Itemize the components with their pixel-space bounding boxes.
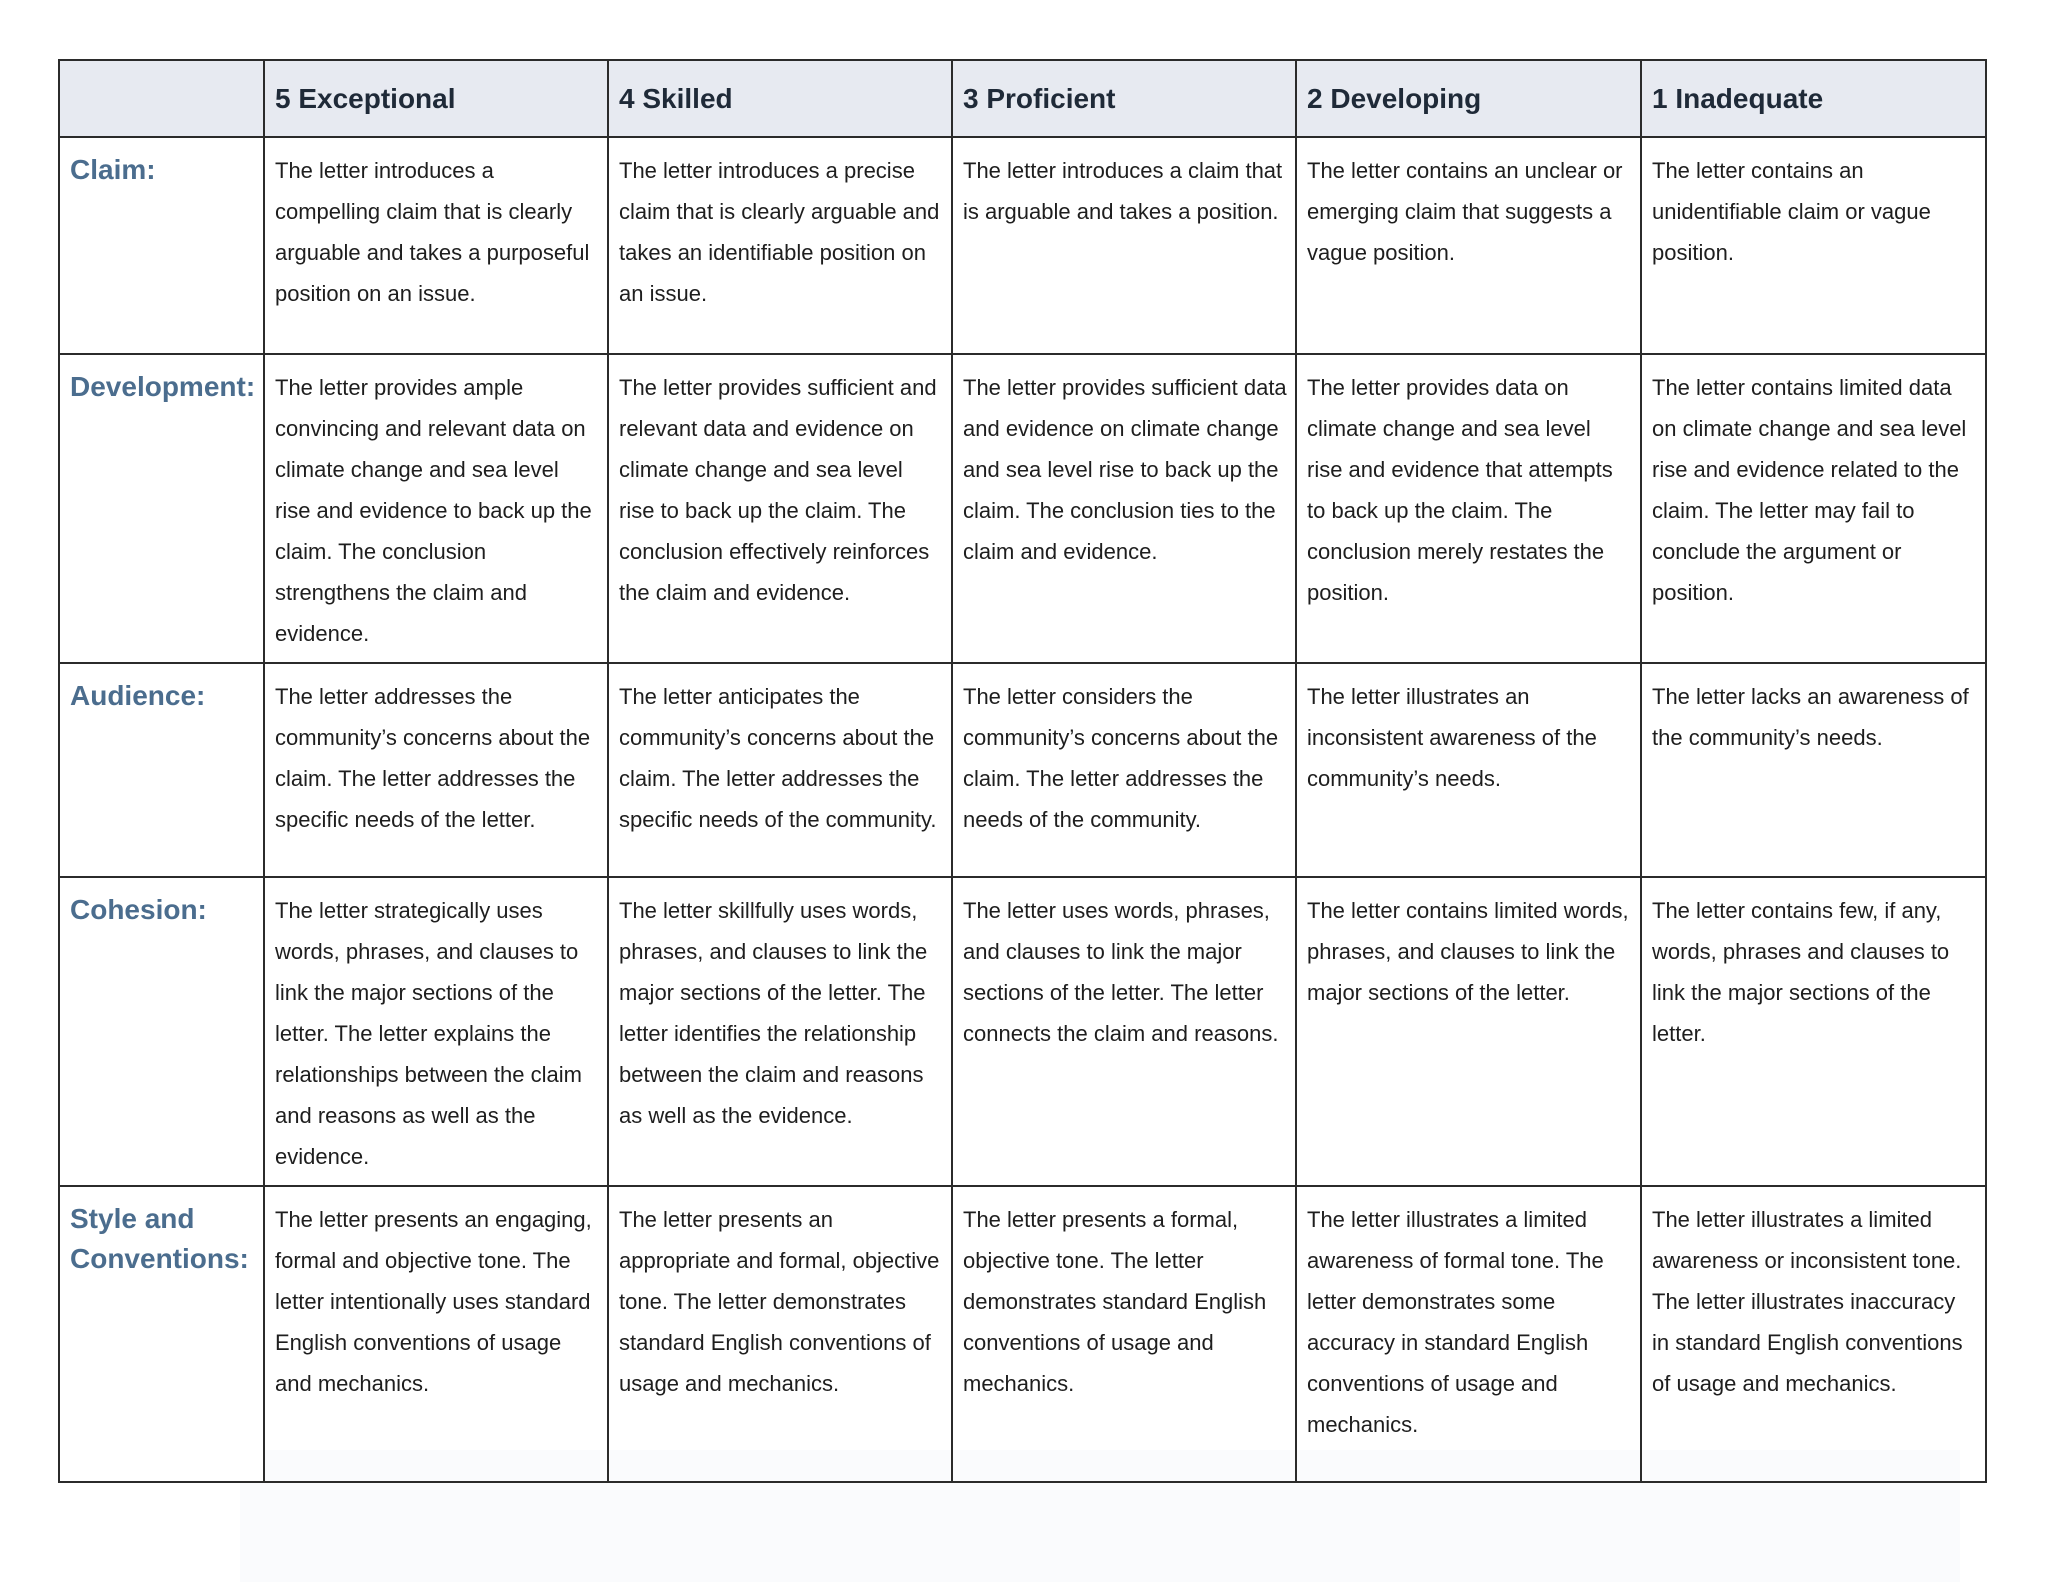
cell-cohesion-developing: The letter contains limited words, phrases, and clauses to link the major sections of the letter. xyxy=(1296,877,1641,1186)
header-skilled: 4 Skilled xyxy=(608,60,952,137)
row-label-claim: Claim: xyxy=(59,137,264,354)
cell-cohesion-proficient: The letter uses words, phrases, and clauses to link the major sections of the letter. The letter connects the claim and reasons. xyxy=(952,877,1296,1186)
row-label-development: Development: xyxy=(59,354,264,663)
cell-claim-exceptional: The letter introduces a compelling claim that is clearly arguable and takes a purposeful position on an issue. xyxy=(264,137,608,354)
cell-development-developing: The letter provides data on climate change and sea level rise and evidence that attempts to back up the claim. The conclusion merely restates the position. xyxy=(1296,354,1641,663)
cell-audience-skilled: The letter anticipates the community’s concerns about the claim. The letter addresses the specific needs of the community. xyxy=(608,663,952,877)
cell-development-skilled: The letter provides sufficient and relevant data and evidence on climate change and sea level rise to back up the claim. The conclusion effectively reinforces the claim and evidence. xyxy=(608,354,952,663)
header-proficient: 3 Proficient xyxy=(952,60,1296,137)
rubric-row-claim xyxy=(59,137,1986,354)
row-label-style-conventions: Style and Conventions: xyxy=(59,1186,264,1482)
cell-development-exceptional: The letter provides ample convincing and relevant data on climate change and sea level rise and evidence to back up the claim. The conclusion strengthens the claim and evidence. xyxy=(264,354,608,663)
cell-cohesion-inadequate: The letter contains few, if any, words, phrases and clauses to link the major sections of the letter. xyxy=(1641,877,1986,1186)
cell-claim-skilled: The letter introduces a precise claim that is clearly arguable and takes an identifiable position on an issue. xyxy=(608,137,952,354)
header-row xyxy=(59,60,1986,137)
rubric-row-development xyxy=(59,354,1986,663)
header-developing: 2 Developing xyxy=(1296,60,1641,137)
cell-style-inadequate: The letter illustrates a limited awareness or inconsistent tone. The letter illustrates inaccuracy in standard English conventions of usage and mechanics. xyxy=(1641,1186,1986,1482)
cell-development-proficient: The letter provides sufficient data and evidence on climate change and sea level rise to back up the claim. The conclusion ties to the claim and evidence. xyxy=(952,354,1296,663)
cell-audience-exceptional: The letter addresses the community’s concerns about the claim. The letter addresses the specific needs of the letter. xyxy=(264,663,608,877)
rubric-row-cohesion xyxy=(59,877,1986,1186)
header-corner-cell xyxy=(59,60,264,137)
cell-cohesion-exceptional: The letter strategically uses words, phrases, and clauses to link the major sections of the letter. The letter explains the relationships between the claim and reasons as well as the evidence. xyxy=(264,877,608,1186)
row-label-audience: Audience: xyxy=(59,663,264,877)
rubric-row-audience xyxy=(59,663,1986,877)
rubric-row-style-conventions xyxy=(59,1186,1986,1482)
cell-style-exceptional: The letter presents an engaging, formal and objective tone. The letter intentionally uses standard English conventions of usage and mechanics. xyxy=(264,1186,608,1482)
cell-claim-proficient: The letter introduces a claim that is arguable and takes a position. xyxy=(952,137,1296,354)
cell-style-proficient: The letter presents a formal, objective tone. The letter demonstrates standard English conventions of usage and mechanics. xyxy=(952,1186,1296,1482)
cell-claim-developing: The letter contains an unclear or emerging claim that suggests a vague position. xyxy=(1296,137,1641,354)
cell-audience-inadequate: The letter lacks an awareness of the community’s needs. xyxy=(1641,663,1986,877)
cell-claim-inadequate: The letter contains an unidentifiable claim or vague position. xyxy=(1641,137,1986,354)
cell-audience-developing: The letter illustrates an inconsistent awareness of the community’s needs. xyxy=(1296,663,1641,877)
cell-style-skilled: The letter presents an appropriate and formal, objective tone. The letter demonstrates standard English conventions of usage and mechanics. xyxy=(608,1186,952,1482)
header-exceptional: 5 Exceptional xyxy=(264,60,608,137)
cell-style-developing: The letter illustrates a limited awareness of formal tone. The letter demonstrates some accuracy in standard English conventions of usage and mechanics. xyxy=(1296,1186,1641,1482)
cell-development-inadequate: The letter contains limited data on climate change and sea level rise and evidence related to the claim. The letter may fail to conclude the argument or position. xyxy=(1641,354,1986,663)
cell-audience-proficient: The letter considers the community’s concerns about the claim. The letter addresses the needs of the community. xyxy=(952,663,1296,877)
cell-cohesion-skilled: The letter skillfully uses words, phrases, and clauses to link the major sections of the letter. The letter identifies the relationship between the claim and reasons as well as the evidence. xyxy=(608,877,952,1186)
rubric-table xyxy=(58,59,1987,1483)
row-label-cohesion: Cohesion: xyxy=(59,877,264,1186)
header-inadequate: 1 Inadequate xyxy=(1641,60,1986,137)
